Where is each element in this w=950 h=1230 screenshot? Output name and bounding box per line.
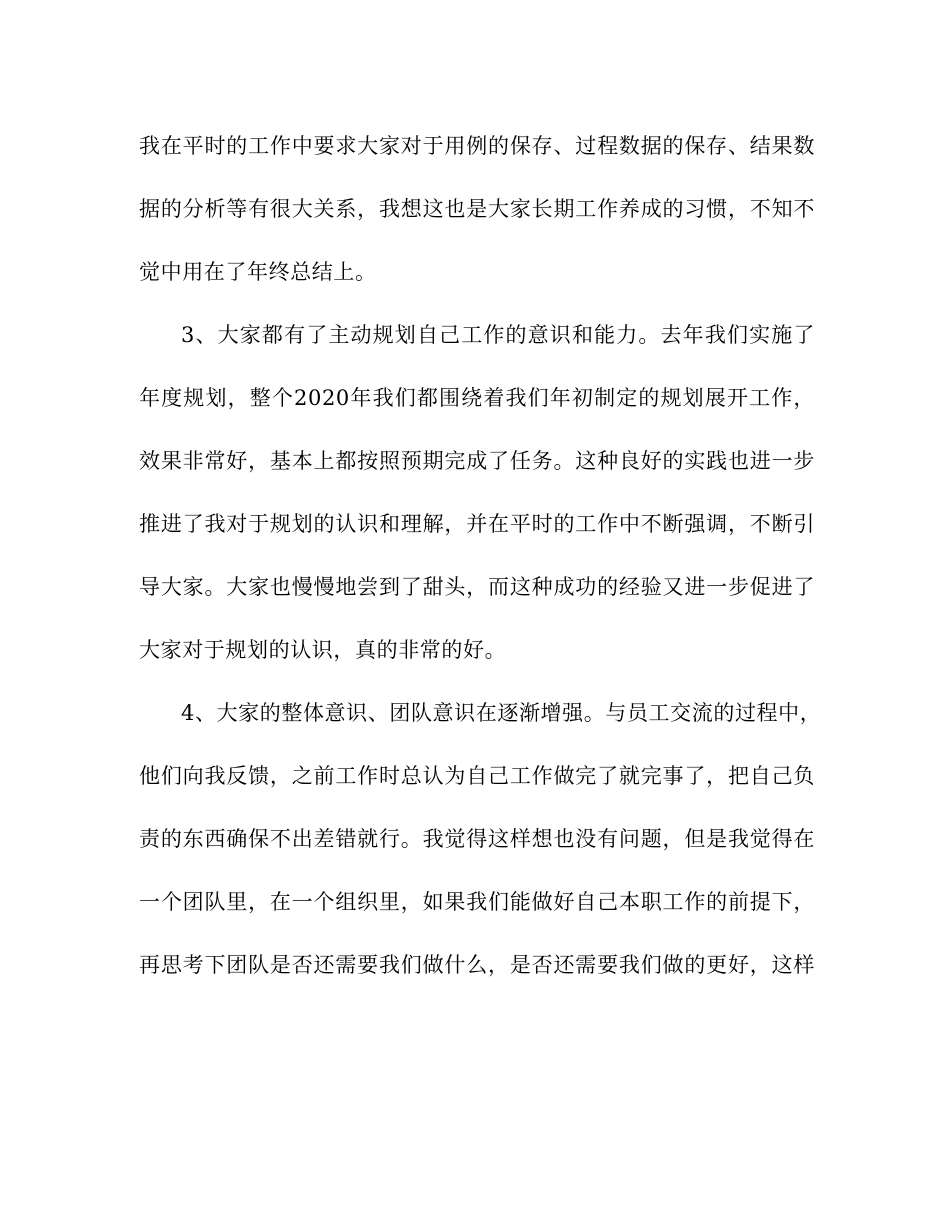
text-line-3: 觉中用在了年终总结上。 [139, 260, 377, 284]
text-line-2: 据的分析等有很大关系，我想这也是大家长期工作养成的习惯，不知不 [139, 197, 815, 221]
text-line-14: 再思考下团队是否还需要我们做什么，是否还需要我们做的更好，这样 [139, 953, 815, 977]
paragraph-3-start: 3、大家都有了主动规划自己工作的意识和能力。去年我们实施了 [181, 323, 815, 347]
document-body [139, 120, 822, 1002]
text-line-1: 我在平时的工作中要求大家对于用例的保存、过程数据的保存、结果数 [139, 134, 815, 158]
text-line-13: 一个团队里，在一个组织里，如果我们能做好自己本职工作的前提下， [139, 890, 815, 914]
text-line-7: 推进了我对于规划的认识和理解，并在平时的工作中不断强调，不断引 [139, 512, 815, 536]
text-line-12: 责的东西确保不出差错就行。我觉得这样想也没有问题，但是我觉得在 [139, 827, 815, 851]
text-line-11: 他们向我反馈，之前工作时总认为自己工作做完了就完事了，把自己负 [139, 764, 815, 788]
text-line-8: 导大家。大家也慢慢地尝到了甜头，而这种成功的经验又进一步促进了 [139, 575, 815, 599]
text-line-6: 效果非常好，基本上都按照预期完成了任务。这种良好的实践也进一步 [139, 449, 815, 473]
text-line-9: 大家对于规划的认识，真的非常的好。 [139, 638, 507, 662]
text-line-5: 年度规划，整个2020年我们都围绕着我们年初制定的规划展开工作， [139, 386, 815, 410]
paragraph-4-start: 4、大家的整体意识、团队意识在逐渐增强。与员工交流的过程中， [181, 701, 822, 725]
